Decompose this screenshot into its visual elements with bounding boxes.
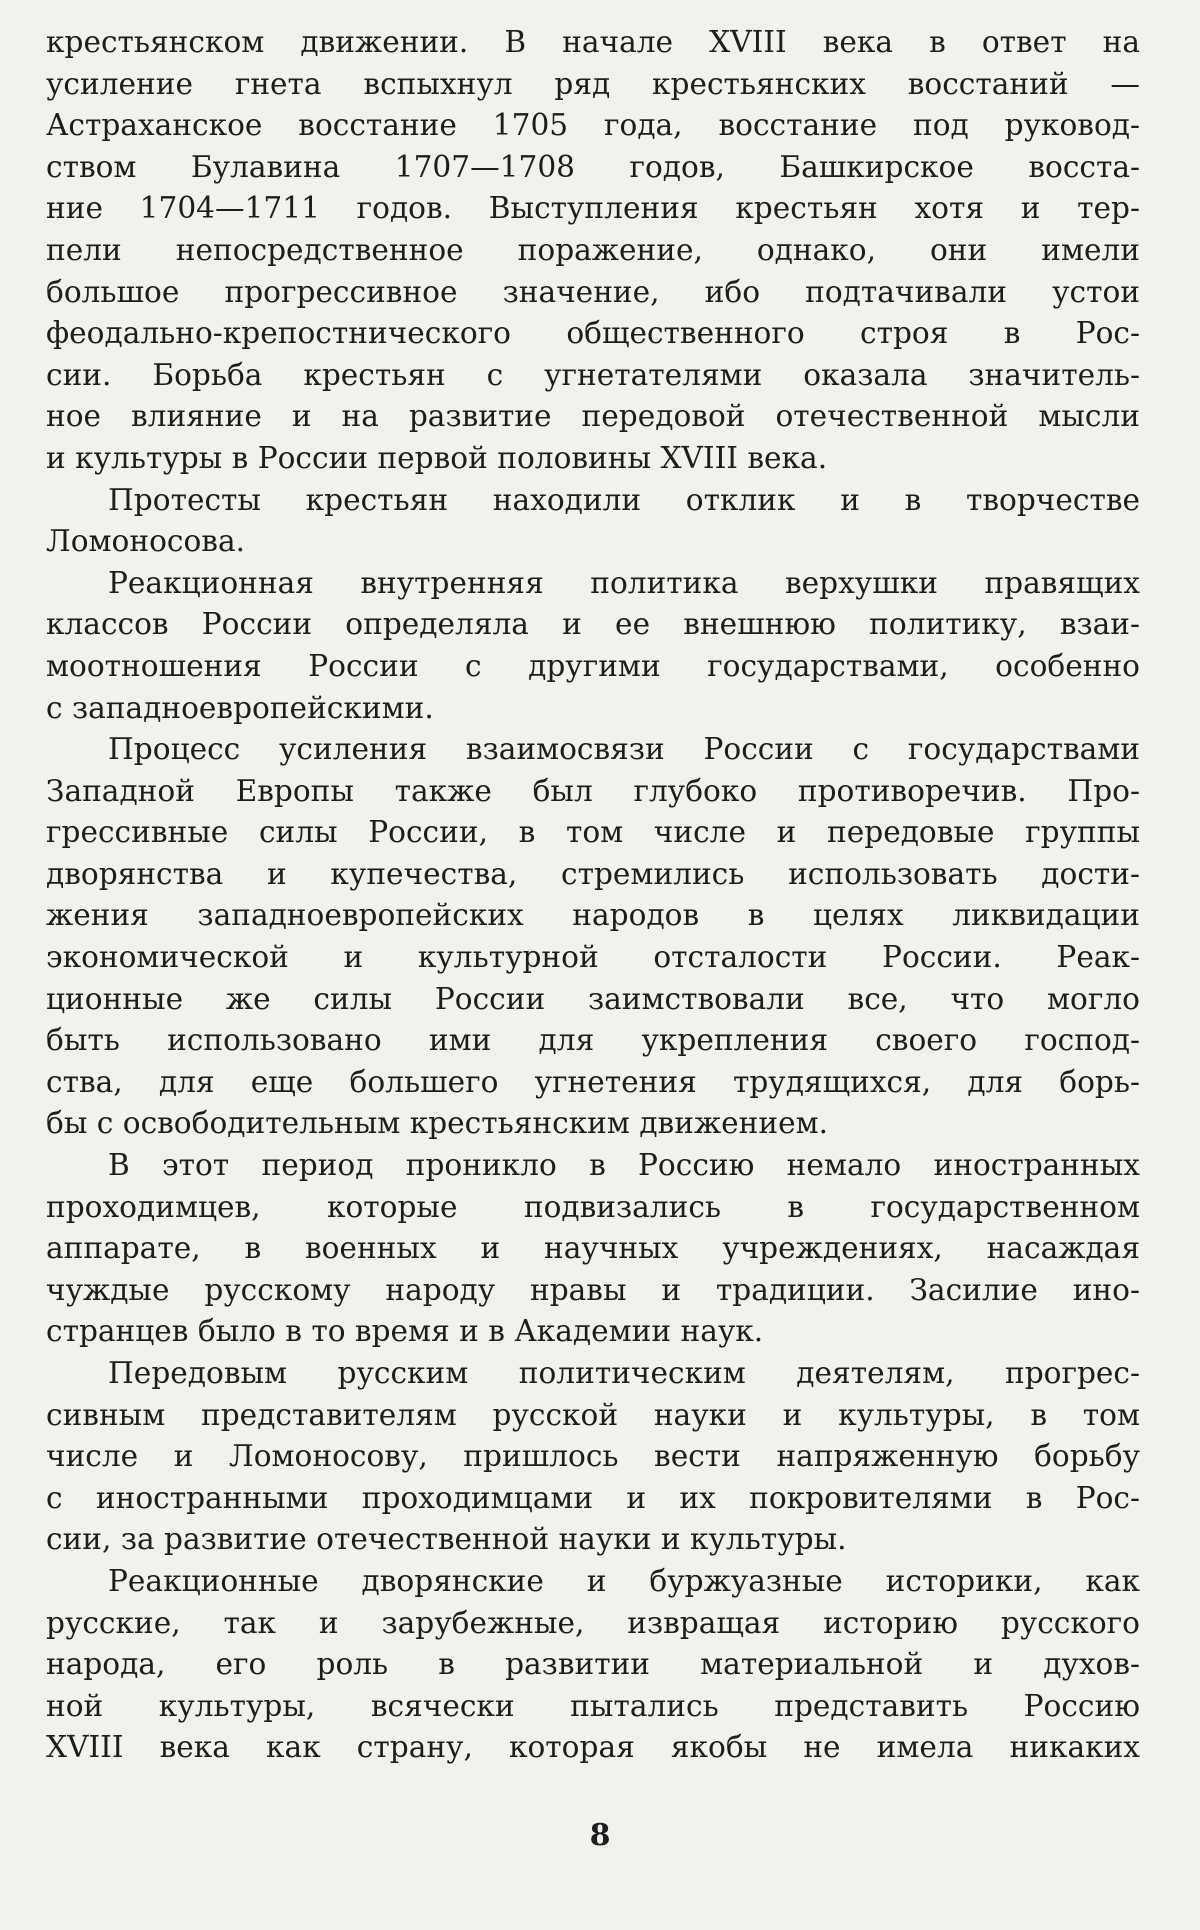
text-line: бы с освободительным крестьянским движением. <box>46 1106 829 1141</box>
text-line: быть использовано ими для укрепления своего господ- <box>46 1023 1140 1058</box>
text-line: пели непосредственное поражение, однако, они имели <box>46 232 1140 267</box>
text-line: Ломоносова. <box>46 524 245 559</box>
text-line: сии. Борьба крестьян с угнетателями оказала значитель- <box>46 357 1140 392</box>
text-line: дворянства и купечества, стремились использовать дости- <box>46 856 1140 891</box>
text-line: народа, его роль в развитии материальной и духов- <box>46 1647 1140 1682</box>
text-line: В этот период проникло в Россию немало иностранных <box>108 1148 1140 1183</box>
text-line: сивным представителям русской науки и культуры, в том <box>46 1397 1140 1432</box>
text-line: сии, за развитие отечественной науки и культуры. <box>46 1522 847 1557</box>
text-line: жения западноевропейских народов в целях ликвидации <box>46 898 1140 933</box>
text-line: усиление гнета вспыхнул ряд крестьянских восстаний — <box>46 66 1140 101</box>
text-line: странцев было в то время и в Академии наук. <box>46 1314 764 1349</box>
text-line: грессивные силы России, в том числе и передовые группы <box>46 815 1140 850</box>
text-line: крестьянском движении. В начале XVIII века в ответ на <box>46 25 1140 59</box>
text-line: экономической и культурной отсталости России. Реак- <box>46 940 1140 975</box>
text-line: Передовым русским политическим деятелям, прогрес- <box>108 1356 1140 1390</box>
text-line: ной культуры, всячески пытались представить Россию <box>46 1688 1140 1723</box>
body-text <box>46 22 1140 1769</box>
text-line: аппарате, в военных и научных учреждениях, насаждая <box>46 1231 1140 1266</box>
text-line: и культуры в России первой половины XVIII века. <box>46 440 828 475</box>
text-line: с западноевропейскими. <box>46 690 434 725</box>
text-line: ние 1704—1711 годов. Выступления крестьян хотя и тер- <box>46 191 1140 226</box>
text-line: феодально-крепостнического общественного строя в Рос- <box>46 316 1140 351</box>
text-line: ное влияние и на развитие передовой отечественной мысли <box>46 399 1140 434</box>
text-line: XVIII века как страну, которая якобы не имела никаких <box>46 1730 1140 1765</box>
text-line: ством Булавина 1707—1708 годов, Башкирское восста- <box>46 149 1140 184</box>
text-line: Протесты крестьян находили отклик и в творчестве <box>108 482 1140 517</box>
text-line: Западной Европы также был глубоко противоречив. Про- <box>46 773 1140 808</box>
text-line: классов России определяла и ее внешнюю политику, взаи- <box>46 607 1140 642</box>
text-line: русские, так и зарубежные, извращая историю русского <box>46 1605 1140 1640</box>
text-line: Реакционные дворянские и буржуазные историки, как <box>108 1563 1140 1598</box>
text-line: проходимцев, которые подвизались в государственном <box>46 1189 1140 1224</box>
text-line: числе и Ломоносову, пришлось вести напряженную борьбу <box>46 1439 1140 1474</box>
text-line: ства, для еще большего угнетения трудящихся, для борь- <box>46 1064 1140 1099</box>
text-line: большое прогрессивное значение, ибо подтачивали устои <box>46 274 1140 309</box>
text-line: Процесс усиления взаимосвязи России с государствами <box>108 732 1140 767</box>
text-line: моотношения России с другими государствами, особенно <box>46 648 1140 683</box>
text-line: Реакционная внутренняя политика верхушки правящих <box>108 565 1140 600</box>
text-line: ционные же силы России заимствовали все, что могло <box>46 981 1140 1016</box>
text-line: чуждые русскому народу нравы и традиции. Засилие ино- <box>46 1272 1140 1307</box>
text-line: с иностранными проходимцами и их покровителями в Рос- <box>46 1480 1140 1515</box>
text-line: Астраханское восстание 1705 года, восстание под руковод- <box>46 108 1140 143</box>
page-number: 8 <box>589 1818 611 1853</box>
